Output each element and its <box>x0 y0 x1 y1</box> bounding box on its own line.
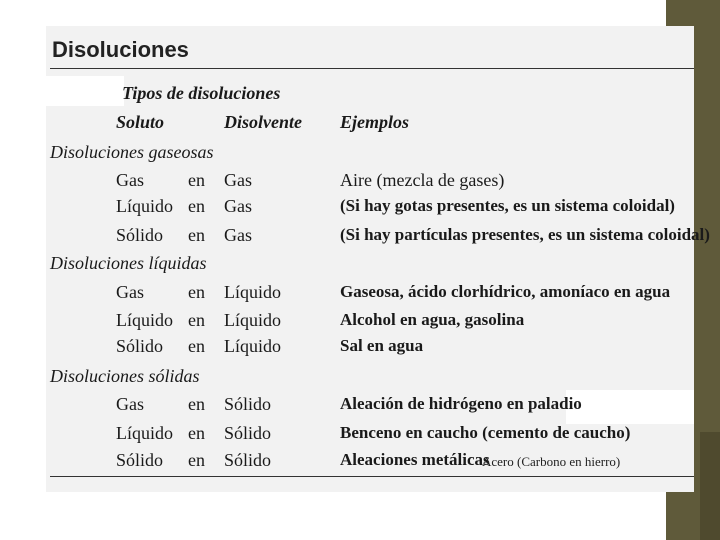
cell-conj: en <box>188 282 205 302</box>
cell-solute: Gas <box>116 170 144 190</box>
cell-conj: en <box>188 225 205 245</box>
column-header-examples: Ejemplos <box>340 112 410 132</box>
cell-example: Alcohol en agua, gasolina <box>340 310 525 329</box>
cell-example: Sal en agua <box>340 336 424 355</box>
cell-conj: en <box>188 170 205 190</box>
cell-solvent: Líquido <box>224 336 281 356</box>
cell-solute: Sólido <box>116 450 164 470</box>
table-caption: Tipos de disoluciones <box>122 83 281 103</box>
section-heading: Disoluciones líquidas <box>50 253 207 273</box>
cell-solute: Gas <box>116 282 144 302</box>
cell-solvent: Líquido <box>224 282 281 302</box>
column-header-solute: Soluto <box>116 112 165 132</box>
cell-solvent: Gas <box>224 196 252 216</box>
cell-example: (Si hay gotas presentes, es un sistema coloidal) <box>340 196 675 215</box>
cell-solvent: Líquido <box>224 310 281 330</box>
cell-conj: en <box>188 196 205 216</box>
cell-example: Aire (mezcla de gases) <box>340 170 505 190</box>
page-title: Disoluciones <box>52 37 189 62</box>
white-strip <box>46 76 124 106</box>
cell-solvent: Gas <box>224 225 252 245</box>
top-rule <box>50 68 694 69</box>
cell-example: Aleaciones metálicas <box>340 450 490 469</box>
cell-conj: en <box>188 450 205 470</box>
column-header-solvent: Disolvente <box>224 112 302 132</box>
cell-solute: Sólido <box>116 225 164 245</box>
bottom-rule <box>50 476 694 477</box>
cell-conj: en <box>188 336 205 356</box>
section-heading: Disoluciones gaseosas <box>50 142 214 162</box>
cell-solute: Líquido <box>116 423 173 443</box>
decorative-side-bar-lower <box>700 432 720 540</box>
cell-example: (Si hay partículas presentes, es un sistema coloidal) <box>340 225 710 244</box>
cell-conj: en <box>188 394 205 414</box>
cell-solvent: Sólido <box>224 423 272 443</box>
cell-solute: Sólido <box>116 336 164 356</box>
cell-example: Gaseosa, ácido clorhídrico, amoníaco en agua <box>340 282 671 301</box>
cell-conj: en <box>188 423 205 443</box>
cell-solute: Gas <box>116 394 144 414</box>
section-heading: Disoluciones sólidas <box>50 366 200 386</box>
cell-solute: Líquido <box>116 310 173 330</box>
cell-solvent: Sólido <box>224 394 272 414</box>
overlay-note: Acero (Carbono en hierro) <box>482 454 621 469</box>
cell-example: Benceno en caucho (cemento de caucho) <box>340 423 631 442</box>
white-strip <box>566 390 694 424</box>
cell-solute: Líquido <box>116 196 173 216</box>
cell-example: Aleación de hidrógeno en paladio <box>340 394 582 413</box>
cell-solvent: Sólido <box>224 450 272 470</box>
cell-solvent: Gas <box>224 170 252 190</box>
cell-conj: en <box>188 310 205 330</box>
